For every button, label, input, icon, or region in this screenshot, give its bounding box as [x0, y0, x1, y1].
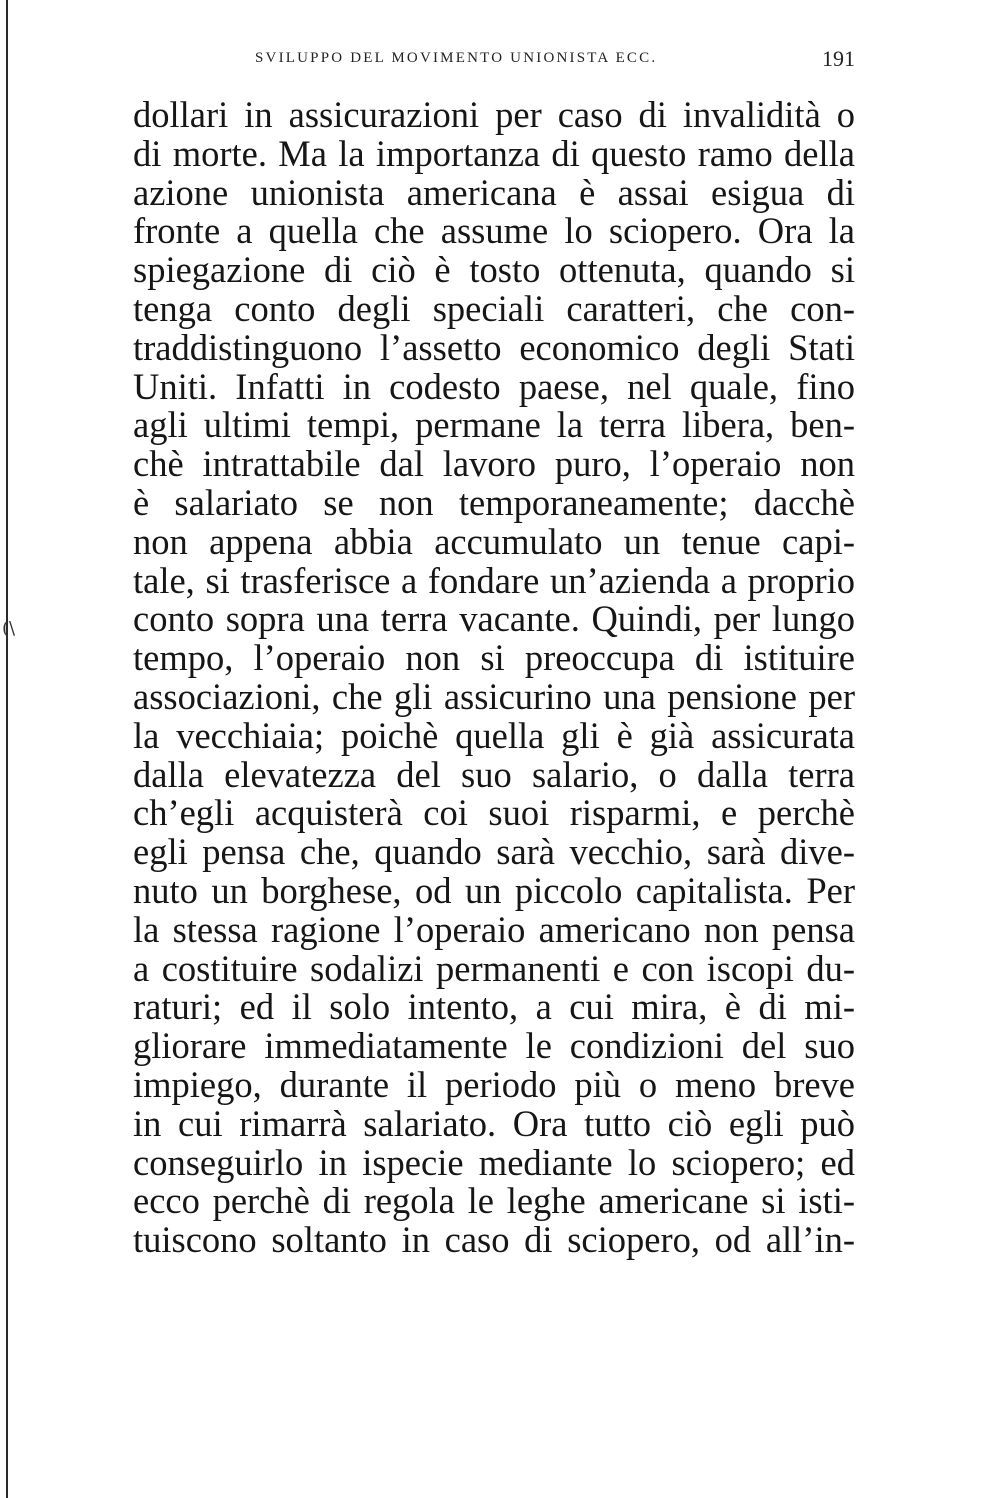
text-line: azione unionista americana è assai esigua di: [133, 171, 855, 213]
text-line: dalla elevatezza del suo salario, o dalla terra: [133, 753, 855, 795]
text-line: chè intrattabile dal lavoro puro, l’operaio non: [133, 443, 855, 485]
text-line: spiegazione di ciò è tosto ottenuta, quando si: [133, 249, 855, 291]
text-line: fronte a quella che assume lo sciopero. Ora la: [133, 210, 855, 252]
text-line: conto sopra una terra vacante. Quindi, per lungo: [133, 598, 855, 640]
text-line: dollari in assicurazioni per caso di invalidità o: [133, 94, 855, 135]
text-line: tempo, l’operaio non si preoccupa di istituire: [133, 637, 855, 679]
text-line: non appena abbia accumulato un tenue capi-: [133, 520, 855, 562]
margin-mark: (\: [2, 618, 16, 639]
text-line: ch’egli acquisterà coi suoi risparmi, e perchè: [133, 792, 855, 834]
text-line: raturi; ed il solo intento, a cui mira, è di mi-: [133, 986, 855, 1028]
page-number: 191: [822, 46, 855, 71]
text-line: Uniti. Infatti in codesto paese, nel quale, fino: [133, 365, 855, 407]
text-line: nuto un borghese, od un piccolo capitalista. Per: [133, 869, 855, 911]
page-gutter-edge: [6, 0, 8, 1498]
text-line: impiego, durante il periodo più o meno breve: [133, 1063, 855, 1105]
text-line: la stessa ragione l’operaio americano non pensa: [133, 908, 855, 950]
body-text: [133, 96, 855, 1260]
text-line: ecco perchè di regola le leghe americane si isti-: [133, 1180, 855, 1222]
text-line: tuiscono soltanto in caso di sciopero, od all’in-: [133, 1219, 855, 1261]
text-line: la vecchiaia; poichè quella gli è già assicurata: [133, 714, 855, 756]
text-line: è salariato se non temporaneamente; dacchè: [133, 481, 855, 523]
text-line: tenga conto degli speciali caratteri, che con-: [133, 287, 855, 329]
text-line: in cui rimarrà salariato. Ora tutto ciò egli può: [133, 1102, 855, 1144]
text-line: traddistinguono l’assetto economico degli Stati: [133, 326, 855, 368]
text-line: conseguirlo in ispecie mediante lo sciopero; ed: [133, 1141, 855, 1183]
text-line: gliorare immediatamente le condizioni del suo: [133, 1025, 855, 1067]
text-line: associazioni, che gli assicurino una pensione per: [133, 675, 855, 717]
text-line: di morte. Ma la importanza di questo ramo della: [133, 132, 855, 174]
text-line: agli ultimi tempi, permane la terra libera, ben-: [133, 404, 855, 446]
text-line: egli pensa che, quando sarà vecchio, sarà dive-: [133, 831, 855, 873]
text-line: a costituire sodalizi permanenti e con iscopi du-: [133, 947, 855, 989]
running-head: [255, 46, 855, 76]
text-line: tale, si trasferisce a fondare un’azienda a proprio: [133, 559, 855, 601]
running-title: SVILUPPO DEL MOVIMENTO UNIONISTA ECC.: [255, 50, 658, 66]
